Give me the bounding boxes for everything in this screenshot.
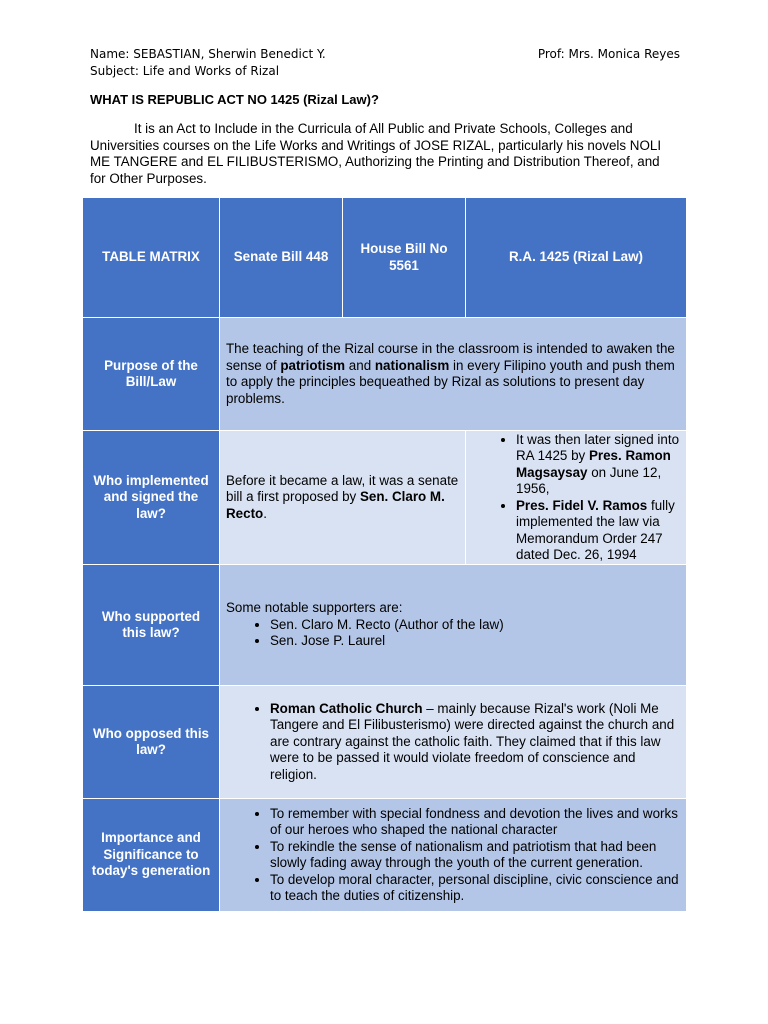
- header-senate-bill: Senate Bill 448: [220, 198, 343, 318]
- list-text: It was then later signed into RA 1425 by: [516, 431, 680, 463]
- row-label-importance: Importance and Significance to today's generation: [83, 799, 220, 912]
- supported-intro: Some notable supporters are:: [226, 600, 403, 616]
- intro-text: It is an Act to Include in the Curricula of All Public and Private Schools, Colleges and Universities courses on the Life Works and Writings of JOSE RIZAL, particularly his novels NOLI ME TANGERE and EL FILIBUSTERISMO, Authorizing the Printing and Distribution Thereof, and for Other Purposes.: [90, 121, 662, 186]
- row-label-implemented: Who implemented and signed the law?: [83, 431, 220, 565]
- subject: Subject: Life and Works of Rizal: [90, 64, 280, 78]
- table-row: [83, 318, 687, 431]
- table-row: [83, 799, 687, 912]
- list-bold: Pres. Ramon Magsaysay: [516, 448, 671, 480]
- list-item: • To remember with special fondness and devotion the lives and works of our heroes who shaped the national character: [270, 806, 680, 839]
- list-item: • To develop moral character, personal discipline, civic conscience and to teach the duties of citizenship.: [270, 872, 680, 905]
- purpose-text: and: [345, 357, 375, 373]
- importance-cell: [220, 799, 687, 912]
- opposed-cell: [220, 686, 687, 799]
- list-item: • To rekindle the sense of nationalism and patriotism that had been slowly fading away through the youth of the current generation.: [270, 839, 680, 872]
- page-title: WHAT IS REPUBLIC ACT NO 1425 (Rizal Law)?: [90, 92, 379, 107]
- header-ra-1425: R.A. 1425 (Rizal Law): [466, 198, 687, 318]
- professor-name: Prof: Mrs. Monica Reyes: [537, 47, 680, 61]
- student-name: Name: SEBASTIAN, Sherwin Benedict Y.: [90, 47, 326, 61]
- purpose-bold-patriotism: patriotism: [280, 357, 346, 373]
- list-item: [270, 701, 680, 784]
- list-item: • Sen. Jose P. Laurel: [270, 633, 680, 650]
- list-bold: Pres. Fidel V. Ramos: [516, 497, 648, 513]
- purpose-text: The teaching of the Rizal course in the classroom is intended to awaken the sense of: [226, 341, 675, 373]
- list-item: [516, 432, 680, 498]
- intro-paragraph: [90, 121, 670, 187]
- table-row: [83, 686, 687, 799]
- header-table-matrix: TABLE MATRIX: [83, 198, 220, 318]
- table-header-row: [83, 198, 687, 318]
- table-row: [83, 431, 687, 565]
- implemented-bold-recto: Sen. Claro M. Recto: [226, 489, 445, 521]
- purpose-bold-nationalism: nationalism: [374, 357, 450, 373]
- header-house-bill: House Bill No 5561: [343, 198, 466, 318]
- list-bold: Roman Catholic Church: [270, 700, 423, 716]
- list-text: fully implemented the law via Memorandum Order 247 dated Dec. 26, 1994: [516, 497, 675, 562]
- supported-cell: [220, 565, 687, 686]
- row-label-opposed: Who opposed this law?: [83, 686, 220, 799]
- implemented-text: Before it became a law, it was a senate bill a first proposed by: [226, 472, 459, 505]
- table-matrix: [82, 197, 687, 912]
- row-label-supported: Who supported this law?: [83, 565, 220, 686]
- purpose-cell: [220, 318, 687, 431]
- implemented-text: .: [263, 505, 267, 521]
- list-item: [516, 498, 680, 564]
- implemented-right-cell: [466, 431, 687, 565]
- table-row: [83, 565, 687, 686]
- list-text: on June 12, 1956,: [516, 464, 662, 496]
- purpose-text: in every Filipino youth and push them to apply the principles bequeathed by Rizal as solutions to present day problems.: [226, 357, 675, 406]
- list-item: • Sen. Claro M. Recto (Author of the law): [270, 617, 680, 634]
- implemented-left-cell: [220, 431, 466, 565]
- row-label-purpose: Purpose of the Bill/Law: [83, 318, 220, 431]
- document-header: [90, 46, 680, 80]
- list-text: – mainly because Rizal's work (Noli Me Tangere and El Filibusterismo) were directed against the church and are contrary against the catholic faith. They claimed that if this law were to be passed it would violate freedom of conscience and religion.: [270, 700, 675, 782]
